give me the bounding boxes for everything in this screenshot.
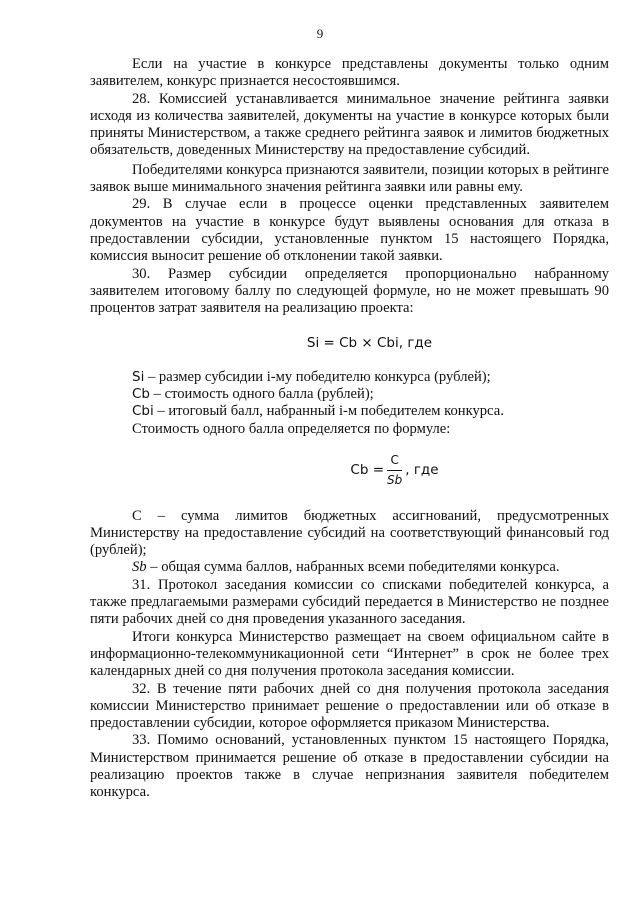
point-cost-formula <box>90 452 609 490</box>
definition-sb-text: – общая сумма баллов, набранных всеми победителями конкурса. <box>146 559 560 576</box>
paragraph-results: Итоги конкурса Министерство размещает на своем официальном сайте в информационно-телекоммуникационной сети “Интернет” в срок не более трех календарных дней со дня получения протокола заседания комиссии. <box>90 628 609 680</box>
paragraph-29: 29. В случае если в процессе оценки представленных заявителем документов на участие в конкурсе будут выявлены основания для отказа в предоставлении субсидии, установленные пунктом 15 настоящего Порядка, комиссия выносит решение об отклонении такой заявки. <box>90 196 609 265</box>
definition-sb <box>90 559 609 576</box>
paragraph-33: 33. Помимо оснований, установленных пунктом 15 настоящего Порядка, Министерством принимается решение об отказе в предоставлении субсидии на реализацию проектов также в случае непризнания заявителя победителем конкурса. <box>90 732 609 801</box>
symbol-cb: Cb <box>132 386 150 403</box>
symbol-si: Si <box>132 368 145 385</box>
symbol-cbi: Cbi <box>132 403 154 420</box>
paragraph-30: 30. Размер субсидии определяется пропорционально набранному заявителем итоговому баллу по следующей формуле, но не может превышать 90 процентов затрат заявителя на реализацию проекта: <box>90 265 609 317</box>
formula-fraction <box>387 452 402 490</box>
formula-suffix: , где <box>405 462 439 479</box>
subsidy-formula: Si = Cb × Cbi, где <box>306 335 433 352</box>
page-number: 9 <box>316 26 324 41</box>
definition-cbi <box>90 403 609 420</box>
formula-lhs: Cb = <box>350 462 385 479</box>
symbol-sb: Sb <box>132 559 147 576</box>
formula-denominator: Sb <box>387 473 403 488</box>
cost-intro: Стоимость одного балла определяется по формуле: <box>132 420 451 437</box>
paragraph-31: 31. Протокол заседания комиссии со списками победителей конкурса, а также предлагаемыми размерами субсидий передается в Министерство не позднее пяти рабочих дней со дня проведения указанного заседания. <box>90 576 609 628</box>
definition-si-text: – размер субсидии i-му победителю конкурса (рублей); <box>144 368 491 385</box>
definition-cb-text: – стоимость одного балла (рублей); <box>150 386 374 403</box>
formula-numerator: C <box>387 452 401 471</box>
paragraph-32: 32. В течение пяти рабочих дней со дня получения протокола заседания комиссии Министерство принимает решение о предоставлении или об отказе в предоставлении субсидии, которое оформляется приказом Министерства. <box>90 680 609 732</box>
paragraph-winners: Победителями конкурса признаются заявители, позиции которых в рейтинге заявок выше минимального значения рейтинга заявки или равны ему. <box>90 161 609 196</box>
definition-cb <box>90 386 609 403</box>
paragraph-no-contest: Если на участие в конкурсе представлены документы только одним заявителем, конкурс признается несостоявшимся. <box>90 56 609 90</box>
paragraph-28: 28. Комиссией устанавливается минимальное значение рейтинга заявки исходя из количества заявителей, документы на участие в конкурсе которых были приняты Министерством, а также среднего рейтинга заявок и лимитов бюджетных обязательств, доведенных Министерству на предоставление субсидий. <box>90 90 609 159</box>
definition-cbi-text: – итоговый балл, набранный i-м победителем конкурса. <box>153 403 504 420</box>
document-body <box>90 56 609 802</box>
definition-c: С – сумма лимитов бюджетных ассигнований, предусмотренных Министерству на предоставление субсидий на соответствующий финансовый год (рублей); <box>90 507 609 559</box>
definition-si <box>90 369 609 386</box>
